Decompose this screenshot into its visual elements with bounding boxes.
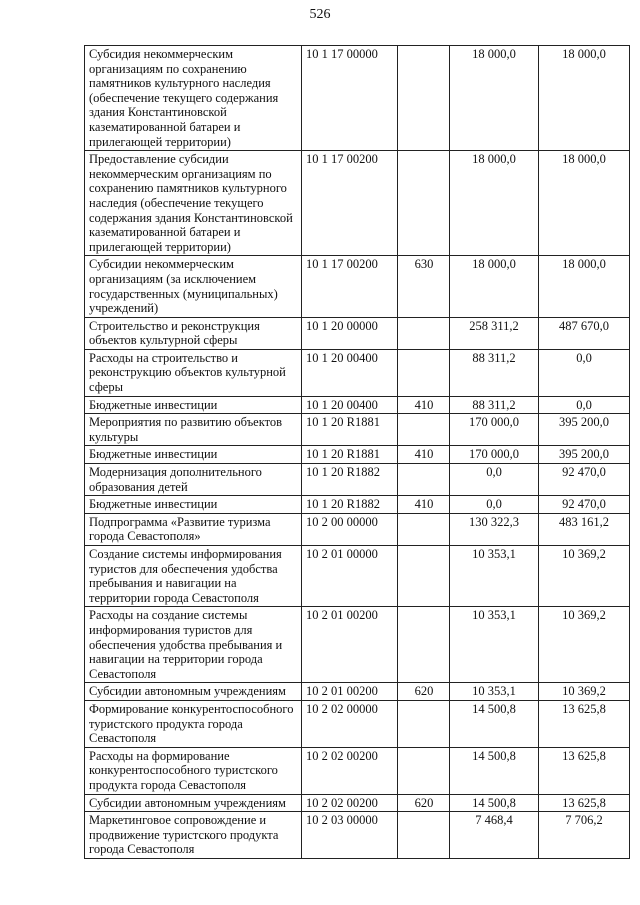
row-code: 10 1 20 R1881: [302, 414, 398, 446]
row-sum-1: 88 311,2: [450, 349, 539, 396]
row-sum-2: 13 625,8: [539, 747, 630, 794]
row-sum-1: 130 322,3: [450, 513, 539, 545]
row-code: 10 1 20 00400: [302, 396, 398, 414]
row-code: 10 1 17 00200: [302, 256, 398, 317]
row-sum-1: 14 500,8: [450, 747, 539, 794]
row-code: 10 2 03 00000: [302, 812, 398, 859]
row-code: 10 1 17 00000: [302, 46, 398, 151]
table-row: [85, 446, 630, 464]
row-code: 10 2 02 00000: [302, 700, 398, 747]
row-name: Расходы на строительство и реконструкцию объектов культурной сферы: [85, 349, 302, 396]
row-sum-1: 14 500,8: [450, 700, 539, 747]
table-row: [85, 700, 630, 747]
page-number: 526: [309, 7, 331, 22]
row-sum-2: 18 000,0: [539, 46, 630, 151]
row-vr: [398, 349, 450, 396]
row-sum-2: 395 200,0: [539, 414, 630, 446]
row-code: 10 2 01 00200: [302, 683, 398, 701]
row-vr: [398, 464, 450, 496]
row-code: 10 1 20 00000: [302, 317, 398, 349]
row-name: Формирование конкурентоспособного туристского продукта города Севастополя: [85, 700, 302, 747]
row-sum-2: 7 706,2: [539, 812, 630, 859]
row-vr: 410: [398, 446, 450, 464]
row-code: 10 2 02 00200: [302, 794, 398, 812]
row-sum-2: 92 470,0: [539, 496, 630, 514]
table-row: [85, 513, 630, 545]
table-row: [85, 317, 630, 349]
row-sum-1: 88 311,2: [450, 396, 539, 414]
table-row: [85, 414, 630, 446]
row-sum-1: 10 353,1: [450, 546, 539, 607]
row-vr: [398, 513, 450, 545]
row-vr: [398, 414, 450, 446]
budget-table: [84, 45, 630, 859]
row-name: Субсидии некоммерческим организациям (за исключением государственных (муниципальных) учреждений): [85, 256, 302, 317]
table-row: [85, 396, 630, 414]
row-vr: [398, 151, 450, 256]
row-code: 10 2 01 00000: [302, 546, 398, 607]
row-sum-1: 18 000,0: [450, 46, 539, 151]
table-row: [85, 151, 630, 256]
table-row: [85, 349, 630, 396]
row-sum-2: 395 200,0: [539, 446, 630, 464]
row-name: Строительство и реконструкция объектов культурной сферы: [85, 317, 302, 349]
table-row: [85, 607, 630, 683]
row-code: 10 1 20 R1881: [302, 446, 398, 464]
row-sum-1: 10 353,1: [450, 683, 539, 701]
row-sum-1: 18 000,0: [450, 151, 539, 256]
row-vr: 410: [398, 396, 450, 414]
row-name: Субсидии автономным учреждениям: [85, 794, 302, 812]
row-vr: 410: [398, 496, 450, 514]
row-sum-1: 14 500,8: [450, 794, 539, 812]
row-sum-1: 10 353,1: [450, 607, 539, 683]
row-sum-2: 10 369,2: [539, 683, 630, 701]
row-sum-1: 18 000,0: [450, 256, 539, 317]
row-name: Создание системы информирования туристов для обеспечения удобства пребывания и навигации на территории города Севастополя: [85, 546, 302, 607]
table-row: [85, 812, 630, 859]
row-code: 10 2 00 00000: [302, 513, 398, 545]
row-name: Бюджетные инвестиции: [85, 446, 302, 464]
row-code: 10 2 01 00200: [302, 607, 398, 683]
row-name: Субсидии автономным учреждениям: [85, 683, 302, 701]
row-sum-2: 13 625,8: [539, 794, 630, 812]
row-vr: [398, 700, 450, 747]
row-vr: 620: [398, 683, 450, 701]
row-name: Предоставление субсидии некоммерческим организациям по сохранению памятников культурного наследия (обеспечение текущего содержания здания Константиновской казематированной батареи и прилегающей территории): [85, 151, 302, 256]
row-name: Бюджетные инвестиции: [85, 496, 302, 514]
row-name: Маркетинговое сопровождение и продвижение туристского продукта города Севастополя: [85, 812, 302, 859]
row-code: 10 1 17 00200: [302, 151, 398, 256]
row-code: 10 1 20 00400: [302, 349, 398, 396]
row-name: Мероприятия по развитию объектов культуры: [85, 414, 302, 446]
row-name: Расходы на формирование конкурентоспособного туристского продукта города Севастополя: [85, 747, 302, 794]
table-row: [85, 794, 630, 812]
row-sum-2: 92 470,0: [539, 464, 630, 496]
row-vr: [398, 747, 450, 794]
row-vr: 630: [398, 256, 450, 317]
row-vr: 620: [398, 794, 450, 812]
row-name: Бюджетные инвестиции: [85, 396, 302, 414]
row-sum-1: 7 468,4: [450, 812, 539, 859]
row-name: Подпрограмма «Развитие туризма города Севастополя»: [85, 513, 302, 545]
row-sum-1: 258 311,2: [450, 317, 539, 349]
row-vr: [398, 46, 450, 151]
table-row: [85, 747, 630, 794]
row-name: Модернизация дополнительного образования детей: [85, 464, 302, 496]
row-sum-2: 10 369,2: [539, 607, 630, 683]
row-sum-2: 18 000,0: [539, 151, 630, 256]
row-sum-2: 13 625,8: [539, 700, 630, 747]
table-row: [85, 496, 630, 514]
row-sum-1: 170 000,0: [450, 414, 539, 446]
row-name: Расходы на создание системы информирования туристов для обеспечения удобства пребывания и навигации на территории города Севастополя: [85, 607, 302, 683]
table-row: [85, 46, 630, 151]
table-row: [85, 256, 630, 317]
table-row: [85, 683, 630, 701]
row-vr: [398, 546, 450, 607]
table-row: [85, 464, 630, 496]
row-name: Субсидия некоммерческим организациям по сохранению памятников культурного наследия (обеспечение текущего содержания здания Константиновской казематированной батареи и прилегающей территории): [85, 46, 302, 151]
row-sum-1: 170 000,0: [450, 446, 539, 464]
row-sum-2: 483 161,2: [539, 513, 630, 545]
row-sum-2: 487 670,0: [539, 317, 630, 349]
row-code: 10 1 20 R1882: [302, 496, 398, 514]
row-vr: [398, 317, 450, 349]
row-sum-1: 0,0: [450, 464, 539, 496]
row-vr: [398, 607, 450, 683]
row-sum-2: 0,0: [539, 396, 630, 414]
table-row: [85, 546, 630, 607]
row-sum-1: 0,0: [450, 496, 539, 514]
row-vr: [398, 812, 450, 859]
row-sum-2: 18 000,0: [539, 256, 630, 317]
row-sum-2: 0,0: [539, 349, 630, 396]
row-code: 10 1 20 R1882: [302, 464, 398, 496]
row-sum-2: 10 369,2: [539, 546, 630, 607]
row-code: 10 2 02 00200: [302, 747, 398, 794]
